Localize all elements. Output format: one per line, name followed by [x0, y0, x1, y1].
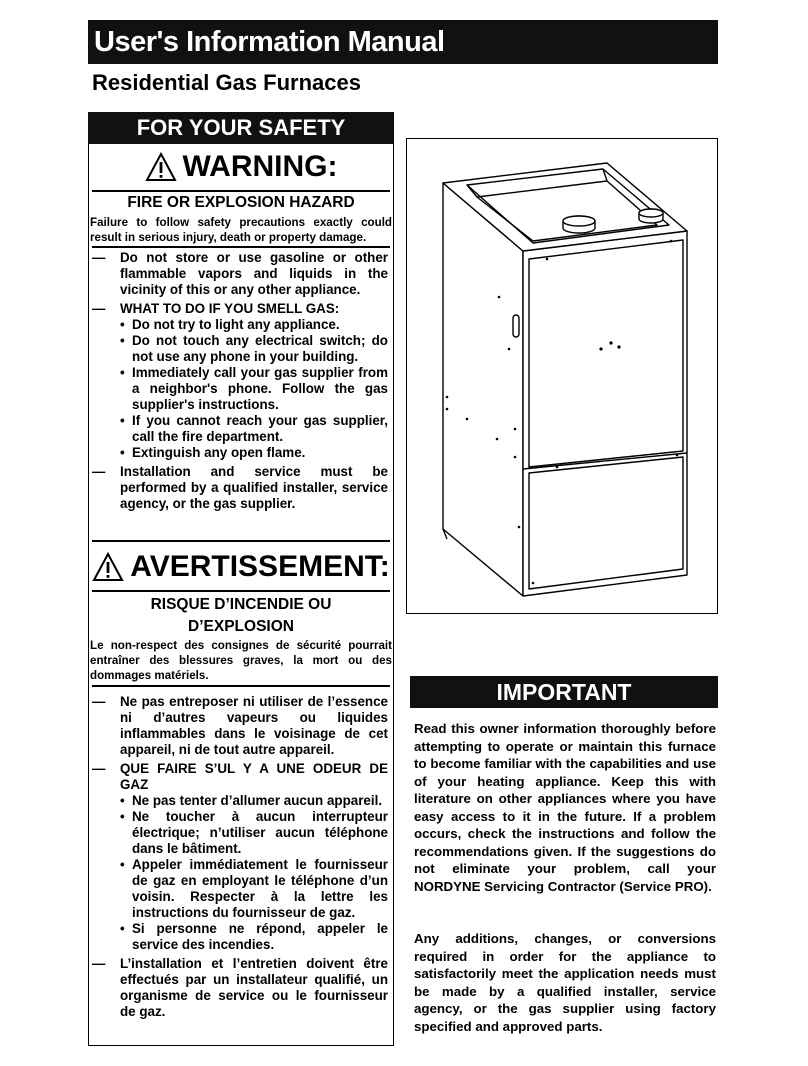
hazard-title: FIRE OR EXPLOSION HAZARD: [127, 194, 355, 211]
divider: [92, 590, 390, 592]
important-paragraph-1: Read this owner information thoroughly before attempting to operate or maintain this furnace to become familiar with the capabilities and use of your heating appliance. Keep this with literature on other appliances where you have easy access to it in the future. If a problem occurs, check the instructions and follow the recommendations given. If the suggestions do not eliminate your problem, call your NORDYNE Servicing Contractor (Service PRO).: [414, 721, 716, 894]
dash: —: [92, 301, 106, 316]
sub-item: [120, 921, 388, 953]
sub-item-text: Do not touch any electrical switch; do not use any phone in your building.: [132, 333, 388, 364]
warning-header: [88, 144, 394, 190]
risque-text: Le non-respect des consignes de sécurité pourrait entraîner des blessures graves, la mort ou des dommages matériels.: [90, 639, 392, 682]
safety-list: [92, 250, 388, 515]
bullet: •: [120, 413, 125, 428]
hazard-text: Failure to follow safety precautions exactly could result in serious injury, death or property damage.: [90, 216, 392, 244]
divider: [92, 246, 390, 248]
bullet: •: [120, 333, 125, 348]
dash: —: [92, 250, 106, 265]
list-item: [92, 761, 388, 953]
list-item: [92, 250, 388, 298]
list-item-title: WHAT TO DO IF YOU SMELL GAS:: [120, 301, 340, 316]
sub-item: [120, 857, 388, 921]
divider: [92, 190, 390, 192]
divider: [92, 685, 390, 687]
avertissement-list: [92, 694, 388, 1023]
sub-item-text: Ne pas tenter d’allumer aucun appareil.: [132, 793, 383, 808]
sub-item-text: Appeler immédiatement le fournisseur de gaz en employant le téléphone d’un voisin. Respecter à la lettre les instructions du fournisseur de gaz.: [132, 857, 388, 920]
dash: —: [92, 694, 106, 709]
bullet: •: [120, 317, 125, 332]
list-item-text: Ne pas entreposer ni utiliser de l’essence ni d’autres vapeurs ou liquides inflammables dans le voisinage de cet appareil, ni de tout autre appareil.: [120, 694, 388, 757]
furnace-illustration: [407, 139, 717, 613]
bullet: •: [120, 445, 125, 460]
warning-triangle-icon: [92, 552, 124, 582]
important-paragraph-2: Any additions, changes, or conversions required in order for the appliance to satisfactorily meet the application needs must be made by a qualified installer, service agency, or the gas supplier using factory specified and approved parts.: [414, 931, 716, 1034]
list-item: [92, 956, 388, 1020]
sub-item-text: Immediately call your gas supplier from a neighbor's phone. Follow the gas supplier's instructions.: [132, 365, 388, 412]
list-item-text: Installation and service must be performed by a qualified installer, service agency, or the gas supplier.: [120, 464, 388, 511]
sub-item: [120, 365, 388, 413]
warning-label: WARNING:: [182, 150, 338, 183]
avertissement-label: AVERTISSEMENT:: [130, 550, 390, 583]
bullet: •: [120, 809, 125, 824]
divider: [92, 540, 390, 542]
sub-item: [120, 413, 388, 445]
sub-item-text: Do not try to light any appliance.: [132, 317, 340, 332]
bullet: •: [120, 921, 125, 936]
bullet: •: [120, 365, 125, 380]
safety-heading: FOR YOUR SAFETY: [88, 112, 394, 144]
dash: —: [92, 956, 106, 971]
sub-item: [120, 809, 388, 857]
sub-item: [120, 793, 388, 809]
list-item-title: QUE FAIRE S’UL Y A UNE ODEUR DE GAZ: [120, 761, 388, 792]
sub-item-text: Si personne ne répond, appeler le service des incendies.: [132, 921, 388, 952]
list-item-text: L’installation et l’entretien doivent être effectués par un installateur qualifié, un organisme de service ou le fournisseur de gaz.: [120, 956, 388, 1019]
warning-triangle-icon: [145, 152, 177, 182]
dash: —: [92, 464, 106, 479]
sub-item: [120, 317, 388, 333]
risque-title-line1: RISQUE D’INCENDIE OU: [150, 596, 332, 613]
manual-title: User's Information Manual: [88, 20, 718, 64]
list-item-text: Do not store or use gasoline or other flammable vapors and liquids in the vicinity of this or any other appliance.: [120, 250, 388, 297]
sub-item: [120, 333, 388, 365]
avertissement-header: [88, 544, 394, 590]
dash: —: [92, 761, 106, 776]
risque-title-line2: D’EXPLOSION: [188, 618, 294, 635]
bullet: •: [120, 793, 125, 808]
furnace-illustration-frame: [406, 138, 718, 614]
sub-item-text: If you cannot reach your gas supplier, call the fire department.: [132, 413, 388, 444]
important-heading: IMPORTANT: [410, 676, 718, 708]
list-item: [92, 301, 388, 461]
sub-item-text: Extinguish any open flame.: [132, 445, 306, 460]
list-item: [92, 694, 388, 758]
list-item: [92, 464, 388, 512]
bullet: •: [120, 857, 125, 872]
sub-item: [120, 445, 388, 461]
sub-item-text: Ne toucher à aucun interrupteur électrique; n’utiliser aucun téléphone dans le bâtiment.: [132, 809, 388, 856]
manual-subtitle: Residential Gas Furnaces: [92, 70, 361, 95]
